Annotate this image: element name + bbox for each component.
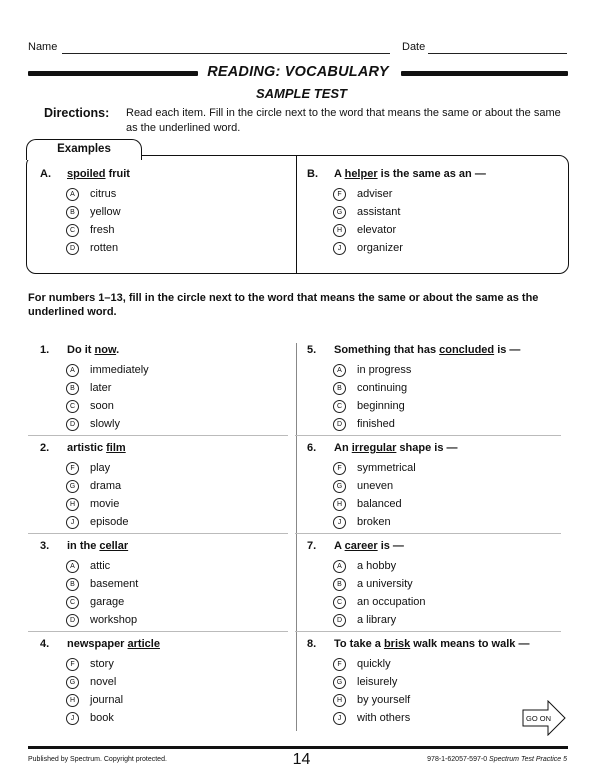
underlined-word: film: [106, 442, 126, 454]
question-text: [67, 442, 126, 459]
underlined-word: now: [94, 344, 117, 356]
answer-text: a hobby: [357, 560, 397, 572]
answer-bubble[interactable]: A: [66, 560, 79, 573]
answer-text: workshop: [90, 614, 138, 626]
question-text: [334, 442, 458, 459]
answer-option[interactable]: [307, 221, 557, 239]
answer-text: attic: [90, 560, 111, 572]
question-separator: [28, 533, 288, 534]
examples-divider: [296, 155, 297, 273]
answer-text: slowly: [90, 418, 120, 430]
answer-option[interactable]: [40, 415, 288, 433]
question-text: [67, 168, 130, 185]
question-text: [334, 344, 520, 361]
question-stem: [307, 442, 561, 459]
question-text-part: .: [116, 344, 120, 356]
answer-option[interactable]: [40, 221, 290, 239]
question-block: [40, 442, 288, 539]
title-bar: [28, 64, 568, 82]
answer-bubble[interactable]: B: [333, 382, 346, 395]
answer-option[interactable]: [307, 655, 561, 673]
answer-option[interactable]: [307, 611, 561, 629]
examples-tab: [26, 139, 142, 160]
underlined-word: irregular: [351, 442, 397, 454]
answer-text: yellow: [90, 206, 121, 218]
question-text-part: artistic: [67, 442, 107, 454]
answer-option[interactable]: [307, 459, 561, 477]
answer-text: elevator: [357, 224, 397, 236]
question-text-part: walk means to walk —: [410, 638, 530, 650]
question-text-part: A: [334, 540, 345, 552]
question-number: 2.: [40, 442, 50, 454]
answer-option[interactable]: [40, 575, 288, 593]
page-title: READING: VOCABULARY: [203, 64, 393, 80]
directions-text: Read each item. Fill in the circle next to the word that means the same or about the same as the underlined word.: [126, 107, 561, 134]
answer-option[interactable]: [40, 673, 288, 691]
answer-option[interactable]: [40, 655, 288, 673]
answer-bubble[interactable]: C: [333, 596, 346, 609]
question-text-part: To take a: [334, 638, 384, 650]
answer-bubble[interactable]: J: [66, 712, 79, 725]
underlined-word: brisk: [383, 638, 411, 650]
question-stem: [40, 442, 288, 459]
answer-option[interactable]: [307, 513, 561, 531]
answer-text: citrus: [90, 188, 117, 200]
question-block: [307, 442, 561, 539]
footer-book-title: Spectrum Test Practice 5: [489, 756, 567, 763]
page-subtitle: SAMPLE TEST: [255, 86, 347, 101]
question-text: [334, 168, 486, 185]
question-separator: [295, 435, 561, 436]
answer-option[interactable]: [307, 185, 557, 203]
answer-bubble[interactable]: F: [66, 462, 79, 475]
answer-text: an occupation: [357, 596, 426, 608]
answer-option[interactable]: [40, 185, 290, 203]
answer-bubble[interactable]: H: [66, 498, 79, 511]
directions-label: Directions:: [44, 106, 110, 120]
question-stem: [40, 168, 290, 185]
example-b: [307, 168, 557, 257]
question-block: [40, 540, 288, 637]
answer-option[interactable]: [307, 593, 561, 611]
answer-option[interactable]: [307, 415, 561, 433]
question-block: [307, 540, 561, 637]
answer-option[interactable]: [307, 673, 561, 691]
answer-text: adviser: [357, 188, 393, 200]
answer-bubble[interactable]: F: [66, 658, 79, 671]
answer-option[interactable]: [307, 203, 557, 221]
answer-text: in progress: [357, 364, 412, 376]
answer-bubble[interactable]: C: [66, 224, 79, 237]
answer-option[interactable]: [40, 397, 288, 415]
question-text-part: shape is —: [396, 442, 458, 454]
question-separator: [295, 533, 561, 534]
answer-text: assistant: [357, 206, 401, 218]
answer-option[interactable]: [307, 495, 561, 513]
answer-text: journal: [90, 694, 124, 706]
answer-bubble[interactable]: H: [66, 694, 79, 707]
answer-option[interactable]: [40, 477, 288, 495]
answer-text: book: [90, 712, 114, 724]
answer-bubble[interactable]: D: [66, 242, 79, 255]
answer-bubble[interactable]: J: [333, 516, 346, 529]
question-text-part: Do it: [67, 344, 95, 356]
answer-bubble[interactable]: B: [66, 206, 79, 219]
answer-bubble[interactable]: H: [333, 694, 346, 707]
answer-bubble[interactable]: F: [333, 462, 346, 475]
answer-text: fresh: [90, 224, 115, 236]
answer-option[interactable]: [40, 709, 288, 727]
answer-bubble[interactable]: F: [333, 658, 346, 671]
example-a: [40, 168, 290, 257]
question-text-part: is —: [377, 540, 404, 552]
answer-bubble[interactable]: H: [333, 498, 346, 511]
answer-text: continuing: [357, 382, 408, 394]
answer-option[interactable]: [40, 495, 288, 513]
answer-text: symmetrical: [357, 462, 416, 474]
answer-bubble[interactable]: B: [66, 578, 79, 591]
footer-copyright: Published by Spectrum. Copyright protected.: [28, 756, 167, 763]
question-text: [67, 540, 128, 557]
answer-option[interactable]: [40, 203, 290, 221]
answer-option[interactable]: [40, 557, 288, 575]
answer-option[interactable]: [40, 691, 288, 709]
answer-option[interactable]: [40, 593, 288, 611]
answer-option[interactable]: [40, 513, 288, 531]
answer-option[interactable]: [307, 379, 561, 397]
answer-text: rotten: [90, 242, 119, 254]
answer-bubble[interactable]: H: [333, 224, 346, 237]
answer-text: drama: [90, 480, 122, 492]
answer-bubble[interactable]: C: [66, 400, 79, 413]
answer-bubble[interactable]: D: [333, 614, 346, 627]
question-number: 1.: [40, 344, 50, 356]
footer-source: [427, 756, 567, 763]
question-text: [334, 540, 404, 557]
answer-bubble[interactable]: J: [66, 516, 79, 529]
answer-text: broken: [357, 516, 391, 528]
answer-text: garage: [90, 596, 125, 608]
question-number: B.: [307, 168, 318, 180]
question-text-part: is —: [494, 344, 521, 356]
answer-option[interactable]: [307, 239, 557, 257]
page-number: 14: [292, 751, 311, 768]
answer-bubble[interactable]: G: [66, 676, 79, 689]
answer-bubble[interactable]: D: [333, 418, 346, 431]
answer-text: play: [90, 462, 111, 474]
answer-option[interactable]: [40, 611, 288, 629]
answer-text: episode: [90, 516, 129, 528]
question-block: [40, 638, 288, 735]
answer-bubble[interactable]: D: [66, 614, 79, 627]
examples-tab-label: Examples: [57, 143, 111, 155]
answer-bubble[interactable]: G: [333, 676, 346, 689]
question-stem: [40, 540, 288, 557]
question-number: A.: [40, 168, 51, 180]
question-stem: [307, 344, 561, 361]
question-number: 8.: [307, 638, 317, 650]
underlined-word: article: [127, 638, 160, 650]
answer-text: finished: [357, 418, 395, 430]
question-text-part: in the: [67, 540, 100, 552]
question-separator: [28, 631, 288, 632]
go-on-arrow: [522, 700, 566, 736]
answer-bubble[interactable]: C: [66, 596, 79, 609]
answer-option[interactable]: [307, 557, 561, 575]
underlined-word: cellar: [99, 540, 129, 552]
answer-option[interactable]: [307, 575, 561, 593]
answer-text: novel: [90, 676, 117, 688]
answer-bubble[interactable]: A: [333, 560, 346, 573]
question-text: [67, 344, 119, 361]
underlined-word: career: [344, 540, 378, 552]
answer-text: later: [90, 382, 112, 394]
question-number: 3.: [40, 540, 50, 552]
answer-option[interactable]: [307, 477, 561, 495]
answer-bubble[interactable]: G: [333, 480, 346, 493]
answer-text: a library: [357, 614, 397, 626]
footer-isbn: 978-1-62057-597-0: [427, 756, 488, 763]
question-text-part: An: [334, 442, 352, 454]
underlined-word: concluded: [439, 344, 495, 356]
question-text: [67, 638, 160, 655]
answer-text: basement: [90, 578, 139, 590]
answer-text: quickly: [357, 658, 391, 670]
question-separator: [28, 435, 288, 436]
date-field[interactable]: [428, 53, 567, 54]
answer-bubble[interactable]: B: [66, 382, 79, 395]
answer-option[interactable]: [40, 361, 288, 379]
answer-bubble[interactable]: C: [333, 400, 346, 413]
question-stem: [40, 638, 288, 655]
name-field[interactable]: [62, 53, 390, 54]
answer-text: story: [90, 658, 114, 670]
answer-text: balanced: [357, 498, 402, 510]
questions-left-column: [40, 344, 288, 735]
answer-option[interactable]: [40, 459, 288, 477]
answer-option[interactable]: [307, 361, 561, 379]
questions-right-column: [307, 344, 561, 735]
go-on-label: GO ON: [526, 714, 552, 723]
answer-text: movie: [90, 498, 120, 510]
question-separator: [295, 631, 561, 632]
answer-bubble[interactable]: D: [66, 418, 79, 431]
answer-text: soon: [90, 400, 114, 412]
answer-option[interactable]: [307, 397, 561, 415]
answer-text: uneven: [357, 480, 394, 492]
question-stem: [307, 168, 557, 185]
answer-text: leisurely: [357, 676, 398, 688]
question-stem: [307, 540, 561, 557]
answer-text: organizer: [357, 242, 403, 254]
question-stem: [40, 344, 288, 361]
date-label: Date: [402, 41, 426, 53]
question-number: 5.: [307, 344, 317, 356]
answer-text: immediately: [90, 364, 149, 376]
question-text-part: A: [334, 168, 345, 180]
answer-text: beginning: [357, 400, 405, 412]
underlined-word: helper: [344, 168, 378, 180]
answer-text: with others: [357, 712, 411, 724]
answer-bubble[interactable]: A: [66, 188, 79, 201]
question-text-part: Something that has: [334, 344, 440, 356]
answer-option[interactable]: [40, 379, 288, 397]
answer-bubble[interactable]: B: [333, 578, 346, 591]
underlined-word: spoiled: [67, 168, 106, 180]
instructions: For numbers 1–13, fill in the circle next to the word that means the same or about the same as the underlined word.: [28, 292, 539, 318]
answer-text: a university: [357, 578, 413, 590]
answer-bubble[interactable]: A: [333, 364, 346, 377]
question-block: [40, 344, 288, 441]
answer-bubble[interactable]: G: [333, 206, 346, 219]
answer-bubble[interactable]: G: [66, 480, 79, 493]
name-label: Name: [28, 41, 58, 53]
answer-text: by yourself: [357, 694, 411, 706]
question-stem: [307, 638, 561, 655]
question-number: 7.: [307, 540, 317, 552]
question-text-part: fruit: [105, 168, 130, 180]
question-block: [307, 344, 561, 441]
question-number: 4.: [40, 638, 50, 650]
question-text: [334, 638, 529, 655]
column-divider: [296, 343, 297, 731]
question-number: 6.: [307, 442, 317, 454]
answer-option[interactable]: [40, 239, 290, 257]
answer-bubble[interactable]: F: [333, 188, 346, 201]
answer-bubble[interactable]: A: [66, 364, 79, 377]
footer-rule: [28, 746, 568, 749]
answer-bubble[interactable]: J: [333, 242, 346, 255]
question-text-part: is the same as an —: [377, 168, 486, 180]
question-text-part: newspaper: [67, 638, 128, 650]
answer-bubble[interactable]: J: [333, 712, 346, 725]
